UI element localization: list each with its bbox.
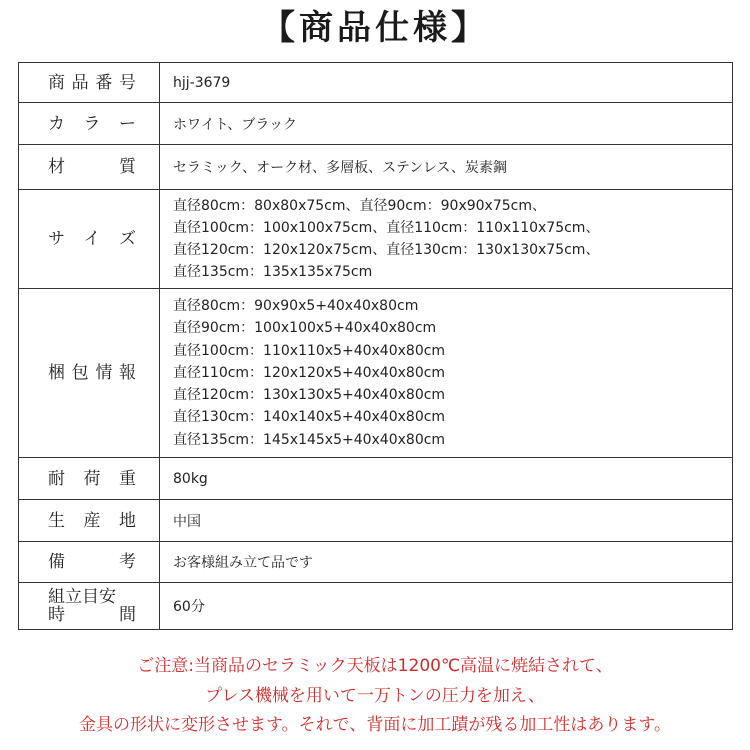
label-char: 号 [118,72,136,93]
size-label [48,229,136,249]
label-char: 耐 [48,468,65,489]
label-char: イ [83,229,101,249]
size-value [160,190,733,289]
label-char: 荷 [83,468,101,489]
label-char: サ [48,229,65,249]
table-row-load [19,458,733,500]
label-char: 質 [119,157,136,177]
label-char: 包 [71,363,89,383]
assembly-time-value: 60分 [160,583,733,630]
packing-line: 直径110cm：120x120x5+40x40x80cm [173,364,446,381]
label-char: 情 [95,363,113,383]
assembly-time-label-line2 [48,606,136,624]
label-char: 材 [48,157,65,177]
assembly-time-label-cell [19,583,160,630]
product-number-value: hjj-3679 [160,63,733,103]
label-char: 梱 [48,363,65,383]
table-row-remarks [19,542,733,583]
product-number-label [48,73,136,93]
label-char: 時 [48,605,65,625]
table-row-size [19,190,733,289]
size-line: 直径120cm：120x120x75cm、直径130cm：130x130x75cm、 [173,242,600,258]
origin-label [48,511,136,531]
assembly-time-label-line1: 組立目安 [48,587,116,607]
label-char: 備 [48,552,65,572]
material-label [48,157,136,177]
load-label [48,469,136,489]
label-char: 生 [48,510,65,531]
page-title: 【商品仕様】 [261,8,489,48]
origin-value: 中国 [160,500,733,542]
table-row-packing [19,289,733,458]
load-value: 80kg [160,458,733,500]
table-row-assembly-time [19,583,733,630]
packing-line: 直径120cm：130x130x5+40x40x80cm [173,387,446,404]
size-line: 直径80cm：80x80x75cm、直径90cm：90x90x75cm、 [173,198,546,214]
label-char: 品 [71,72,89,93]
size-line: 直径100cm：100x100x75cm、直径110cm：110x110x75cm、 [173,220,600,236]
size-label-cell [19,190,160,289]
material-value: セラミック、オーク材、多層板、ステンレス、炭素鋼 [160,145,733,190]
notice-line-1: ご注意:当商品のセラミック天板は1200℃高温に焼結されて、 [137,656,613,676]
table-row-color [19,103,733,145]
assembly-time-label [48,588,136,624]
spec-table [18,62,733,630]
label-char: 産 [83,510,101,531]
label-char: ズ [119,229,136,249]
packing-line: 直径135cm：145x145x5+40x40x80cm [173,431,446,448]
color-label [48,114,136,134]
packing-label [48,363,136,383]
material-label-cell [19,145,160,190]
packing-label-cell [19,289,160,458]
color-value: ホワイト、ブラック [160,103,733,145]
table-row-product-number [19,63,733,103]
label-char: 地 [119,510,136,531]
label-char: ー [119,113,136,134]
label-char: 間 [119,605,136,625]
label-char: カ [48,113,65,134]
label-char: 番 [95,72,113,93]
label-char: 報 [118,363,136,383]
packing-line: 直径90cm：100x100x5+40x40x80cm [173,320,437,337]
remarks-label-cell [19,542,160,583]
product-number-label-cell [19,63,160,103]
remarks-label [48,552,136,572]
table-row-material [19,145,733,190]
packing-value [160,289,733,458]
size-line: 直径135cm：135x135x75cm [173,264,373,280]
label-char: ラ [83,113,101,134]
origin-label-cell [19,500,160,542]
label-char: 重 [119,468,136,489]
label-char: 商 [48,72,65,93]
remarks-value: お客様組み立て品です [160,542,733,583]
packing-line: 直径100cm：110x110x5+40x40x80cm [173,342,446,359]
packing-line: 直径80cm：90x90x5+40x40x80cm [173,298,419,315]
table-row-origin [19,500,733,542]
packing-line: 直径130cm：140x140x5+40x40x80cm [173,409,446,426]
color-label-cell [19,103,160,145]
notice-line-3: 金具の形状に変形させます。それで、背面に加工蹟が残る加工性はあります。 [79,715,671,735]
label-char: 考 [119,552,136,572]
load-label-cell [19,458,160,500]
notice-line-2: プレス機械を用いて一万トンの圧力を加え、 [205,686,545,706]
